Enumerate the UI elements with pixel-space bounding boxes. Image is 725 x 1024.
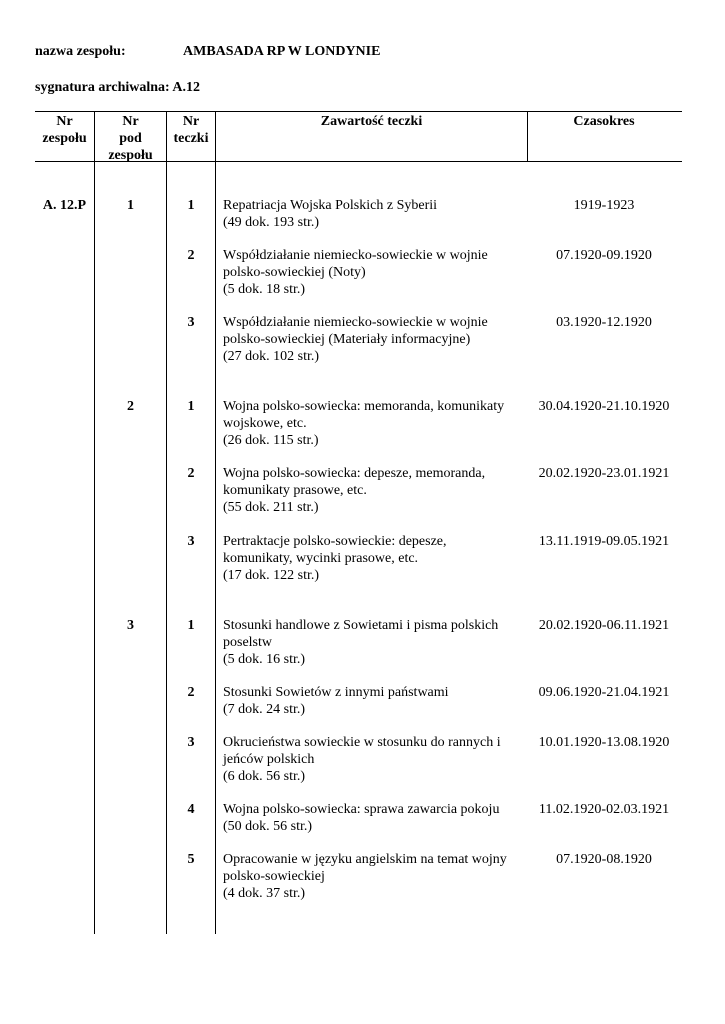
file-description: Stosunki handlowe z Sowietami i pisma polskich poselstw (5 dok. 16 str.) [223, 618, 499, 667]
file-date-range: 20.02.1920-23.01.1921 [538, 466, 670, 481]
file-description: Wojna polsko-sowiecka: depesze, memoranda, komunikaty prasowe, etc. (55 dok. 211 str.) [223, 466, 486, 515]
file-nr: 1 [187, 198, 195, 213]
file-date-range: 07.1920-08.1920 [556, 852, 652, 867]
subfond-nr: 3 [127, 618, 134, 633]
subfond-nr: 2 [127, 399, 134, 414]
file-date-range: 20.02.1920-06.11.1921 [538, 618, 670, 633]
file-nr: 1 [187, 399, 195, 414]
file-date-range: 10.01.1920-13.08.1920 [538, 735, 670, 750]
column-header-subfond-nr: Nr pod zespołu [108, 114, 153, 163]
file-date-range: 03.1920-12.1920 [556, 315, 652, 330]
file-date-range: 30.04.1920-21.10.1920 [538, 399, 670, 414]
file-description: Współdziałanie niemiecko-sowieckie w wojnie polsko-sowieckiej (Noty) (5 dok. 18 str.) [223, 248, 488, 297]
file-nr: 1 [187, 618, 195, 633]
fond-name-label: nazwa zespołu: [35, 44, 126, 59]
file-nr: 3 [187, 534, 195, 549]
file-description: Pertraktacje polsko-sowieckie: depesze, komunikaty, wycinki prasowe, etc. (17 dok. 122 str.) [223, 534, 447, 583]
column-header-file-nr: Nr teczki [173, 114, 209, 146]
file-description: Opracowanie w języku angielskim na temat wojny polsko-sowieckiej (4 dok. 37 str.) [223, 852, 507, 901]
file-description: Wojna polsko-sowiecka: memoranda, komunikaty wojskowe, etc. (26 dok. 115 str.) [223, 399, 505, 448]
file-description: Współdziałanie niemiecko-sowieckie w wojnie polsko-sowieckiej (Materiały informacyjne) (27 dok. 102 str.) [223, 315, 488, 364]
file-date-range: 09.06.1920-21.04.1921 [538, 685, 670, 700]
table-top-border [35, 111, 682, 112]
file-description: Repatriacja Wojska Polskich z Syberii (49 dok. 193 str.) [223, 198, 438, 230]
file-date-range: 13.11.1919-09.05.1921 [538, 534, 670, 549]
column-divider-1 [94, 111, 95, 934]
file-description: Okrucieństwa sowieckie w stosunku do rannych i jeńców polskich (6 dok. 56 str.) [223, 735, 501, 784]
column-header-contents: Zawartość teczki [320, 114, 423, 129]
column-divider-3 [215, 111, 216, 934]
column-header-date-range: Czasokres [573, 114, 635, 129]
file-nr: 2 [187, 466, 195, 481]
file-date-range: 1919-1923 [573, 198, 635, 213]
file-date-range: 07.1920-09.1920 [556, 248, 652, 263]
archival-signature: sygnatura archiwalna: A.12 [35, 80, 201, 95]
file-description: Stosunki Sowietów z innymi państwami (7 dok. 24 str.) [223, 685, 449, 717]
fond-name-value: AMBASADA RP W LONDYNIE [183, 44, 381, 59]
file-nr: 5 [187, 852, 195, 867]
fond-code: A. 12.P [42, 198, 87, 213]
column-header-fond-nr: Nr zespołu [42, 114, 87, 146]
file-nr: 4 [187, 802, 195, 817]
file-nr: 2 [187, 248, 195, 263]
file-nr: 3 [187, 315, 195, 330]
subfond-nr: 1 [127, 198, 134, 213]
file-nr: 2 [187, 685, 195, 700]
file-nr: 3 [187, 735, 195, 750]
file-description: Wojna polsko-sowiecka: sprawa zawarcia pokoju (50 dok. 56 str.) [223, 802, 500, 834]
file-date-range: 11.02.1920-02.03.1921 [538, 802, 670, 817]
